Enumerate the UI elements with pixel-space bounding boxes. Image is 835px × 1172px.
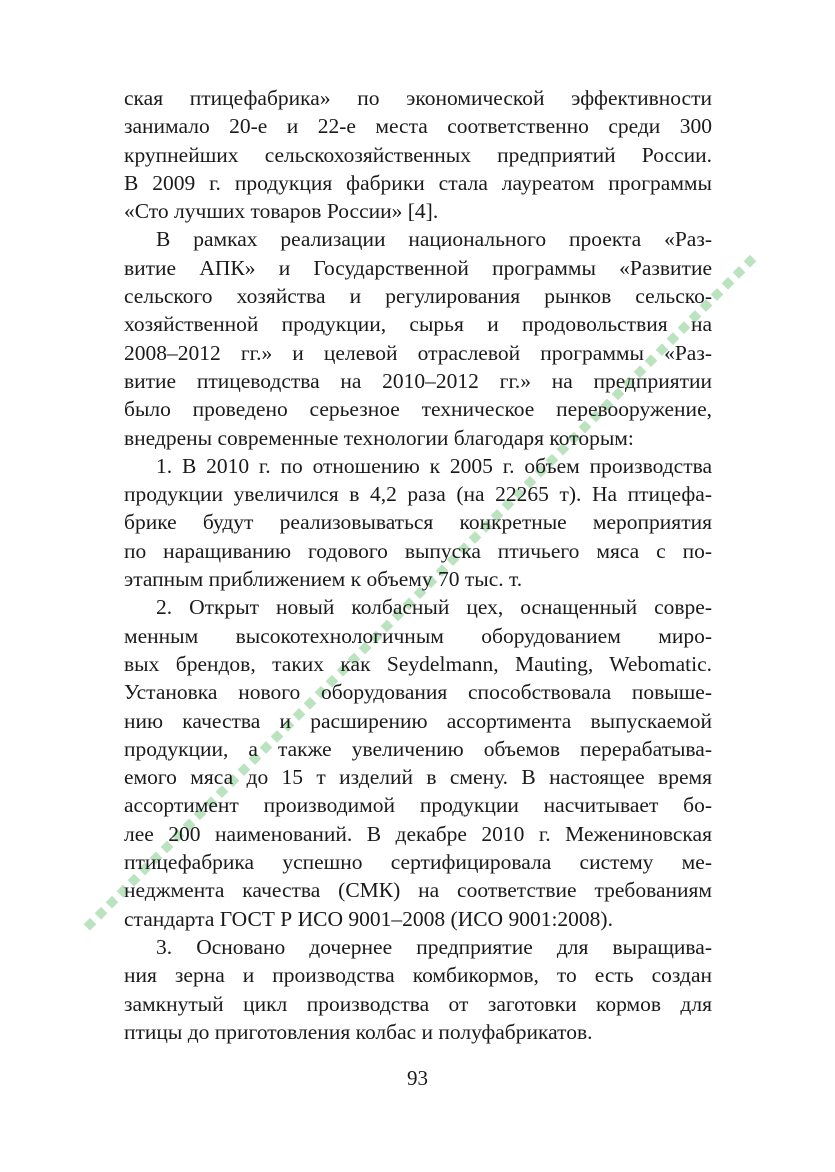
watermark-mark [733, 266, 746, 279]
text-line: продукции увеличился в 4,2 раза (на 22265 т). На птицефа- [124, 482, 712, 507]
text-line: вых брендов, таких как Seydelmann, Mauting, Webomatic. [124, 651, 712, 676]
text-line: 2. Открыт новый колбасный цех, оснащенный совре- [156, 595, 712, 620]
text-line: менным высокотехнологичным оборудованием миро- [124, 623, 712, 648]
text-line: 1. В 2010 г. по отношению к 2005 г. объем производства [156, 453, 712, 478]
text-line: В рамках реализации национального проекта «Раз- [156, 227, 712, 252]
text-line: ассортимент производимой продукции насчитывает бо- [124, 793, 712, 818]
paragraph [124, 452, 712, 593]
text-line: птицефабрика успешно сертифицировала систему ме- [124, 850, 712, 875]
text-line: 2008–2012 гг.» и целевой отраслевой программы «Раз- [124, 340, 712, 365]
text-line: лее 200 наименований. В декабре 2010 г. Межениновская [124, 821, 712, 846]
text-line: этапным приближением к объему 70 тыс. т. [124, 567, 523, 592]
text-line: емого мяса до 15 т изделий в смену. В настоящее время [124, 765, 712, 790]
text-line: стандарта ГОСТ Р ИСО 9001–2008 (ИСО 9001:2008). [124, 906, 613, 931]
watermark-mark [722, 277, 735, 290]
text-line: внедрены современные технологии благодаря которым: [124, 425, 634, 450]
text-line: ния зерна и производства комбикормов, то есть создан [124, 963, 712, 988]
paragraph [124, 593, 712, 933]
page-number: 93 [407, 1066, 428, 1090]
text-line: нию качества и расширению ассортимента выпускаемой [124, 708, 712, 733]
text-line: «Сто лучших товаров России» [4]. [124, 199, 439, 224]
text-line: витие АПК» и Государственной программы «Развитие [124, 255, 712, 280]
paragraph [124, 933, 712, 1046]
text-line: продукции, а также увеличению объемов перерабатыва- [124, 736, 712, 761]
paragraph [124, 225, 712, 451]
watermark-mark [711, 288, 724, 301]
text-line: замкнутый цикл производства от заготовки кормов для [124, 991, 712, 1016]
paragraph [124, 84, 712, 225]
watermark-mark [84, 918, 97, 931]
text-line: сельского хозяйства и регулирования рынков сельско- [124, 284, 712, 309]
text-line: В 2009 г. продукция фабрики стала лауреатом программы [124, 170, 712, 195]
text-line: Установка нового оборудования способствовала повыше- [124, 680, 712, 705]
text-line: занимало 20-е и 22-е места соответственно среди 300 [124, 114, 712, 139]
watermark-mark [106, 896, 119, 909]
text-line: 3. Основано дочернее предприятие для выращива- [156, 934, 712, 959]
text-line: по наращиванию годового выпуска птичьего мяса с по- [124, 538, 712, 563]
watermark-mark [95, 907, 108, 920]
text-line: было проведено серьезное техническое перевооружение, [124, 397, 712, 422]
text-line: ская птицефабрика» по экономической эффективности [124, 86, 712, 110]
text-line: неджмента качества (СМК) на соответствие требованиям [124, 878, 712, 903]
text-line: птицы до приготовления колбас и полуфабрикатов. [124, 1019, 593, 1044]
text-line: витие птицеводства на 2010–2012 гг.» на предприятии [124, 368, 712, 393]
text-line: крупнейших сельскохозяйственных предприятий России. [124, 142, 712, 167]
watermark-mark [744, 255, 757, 268]
body-text [124, 84, 712, 1046]
text-line: брике будут реализовываться конкретные мероприятия [124, 510, 712, 535]
text-line: хозяйственной продукции, сырья и продовольствия на [124, 312, 712, 337]
